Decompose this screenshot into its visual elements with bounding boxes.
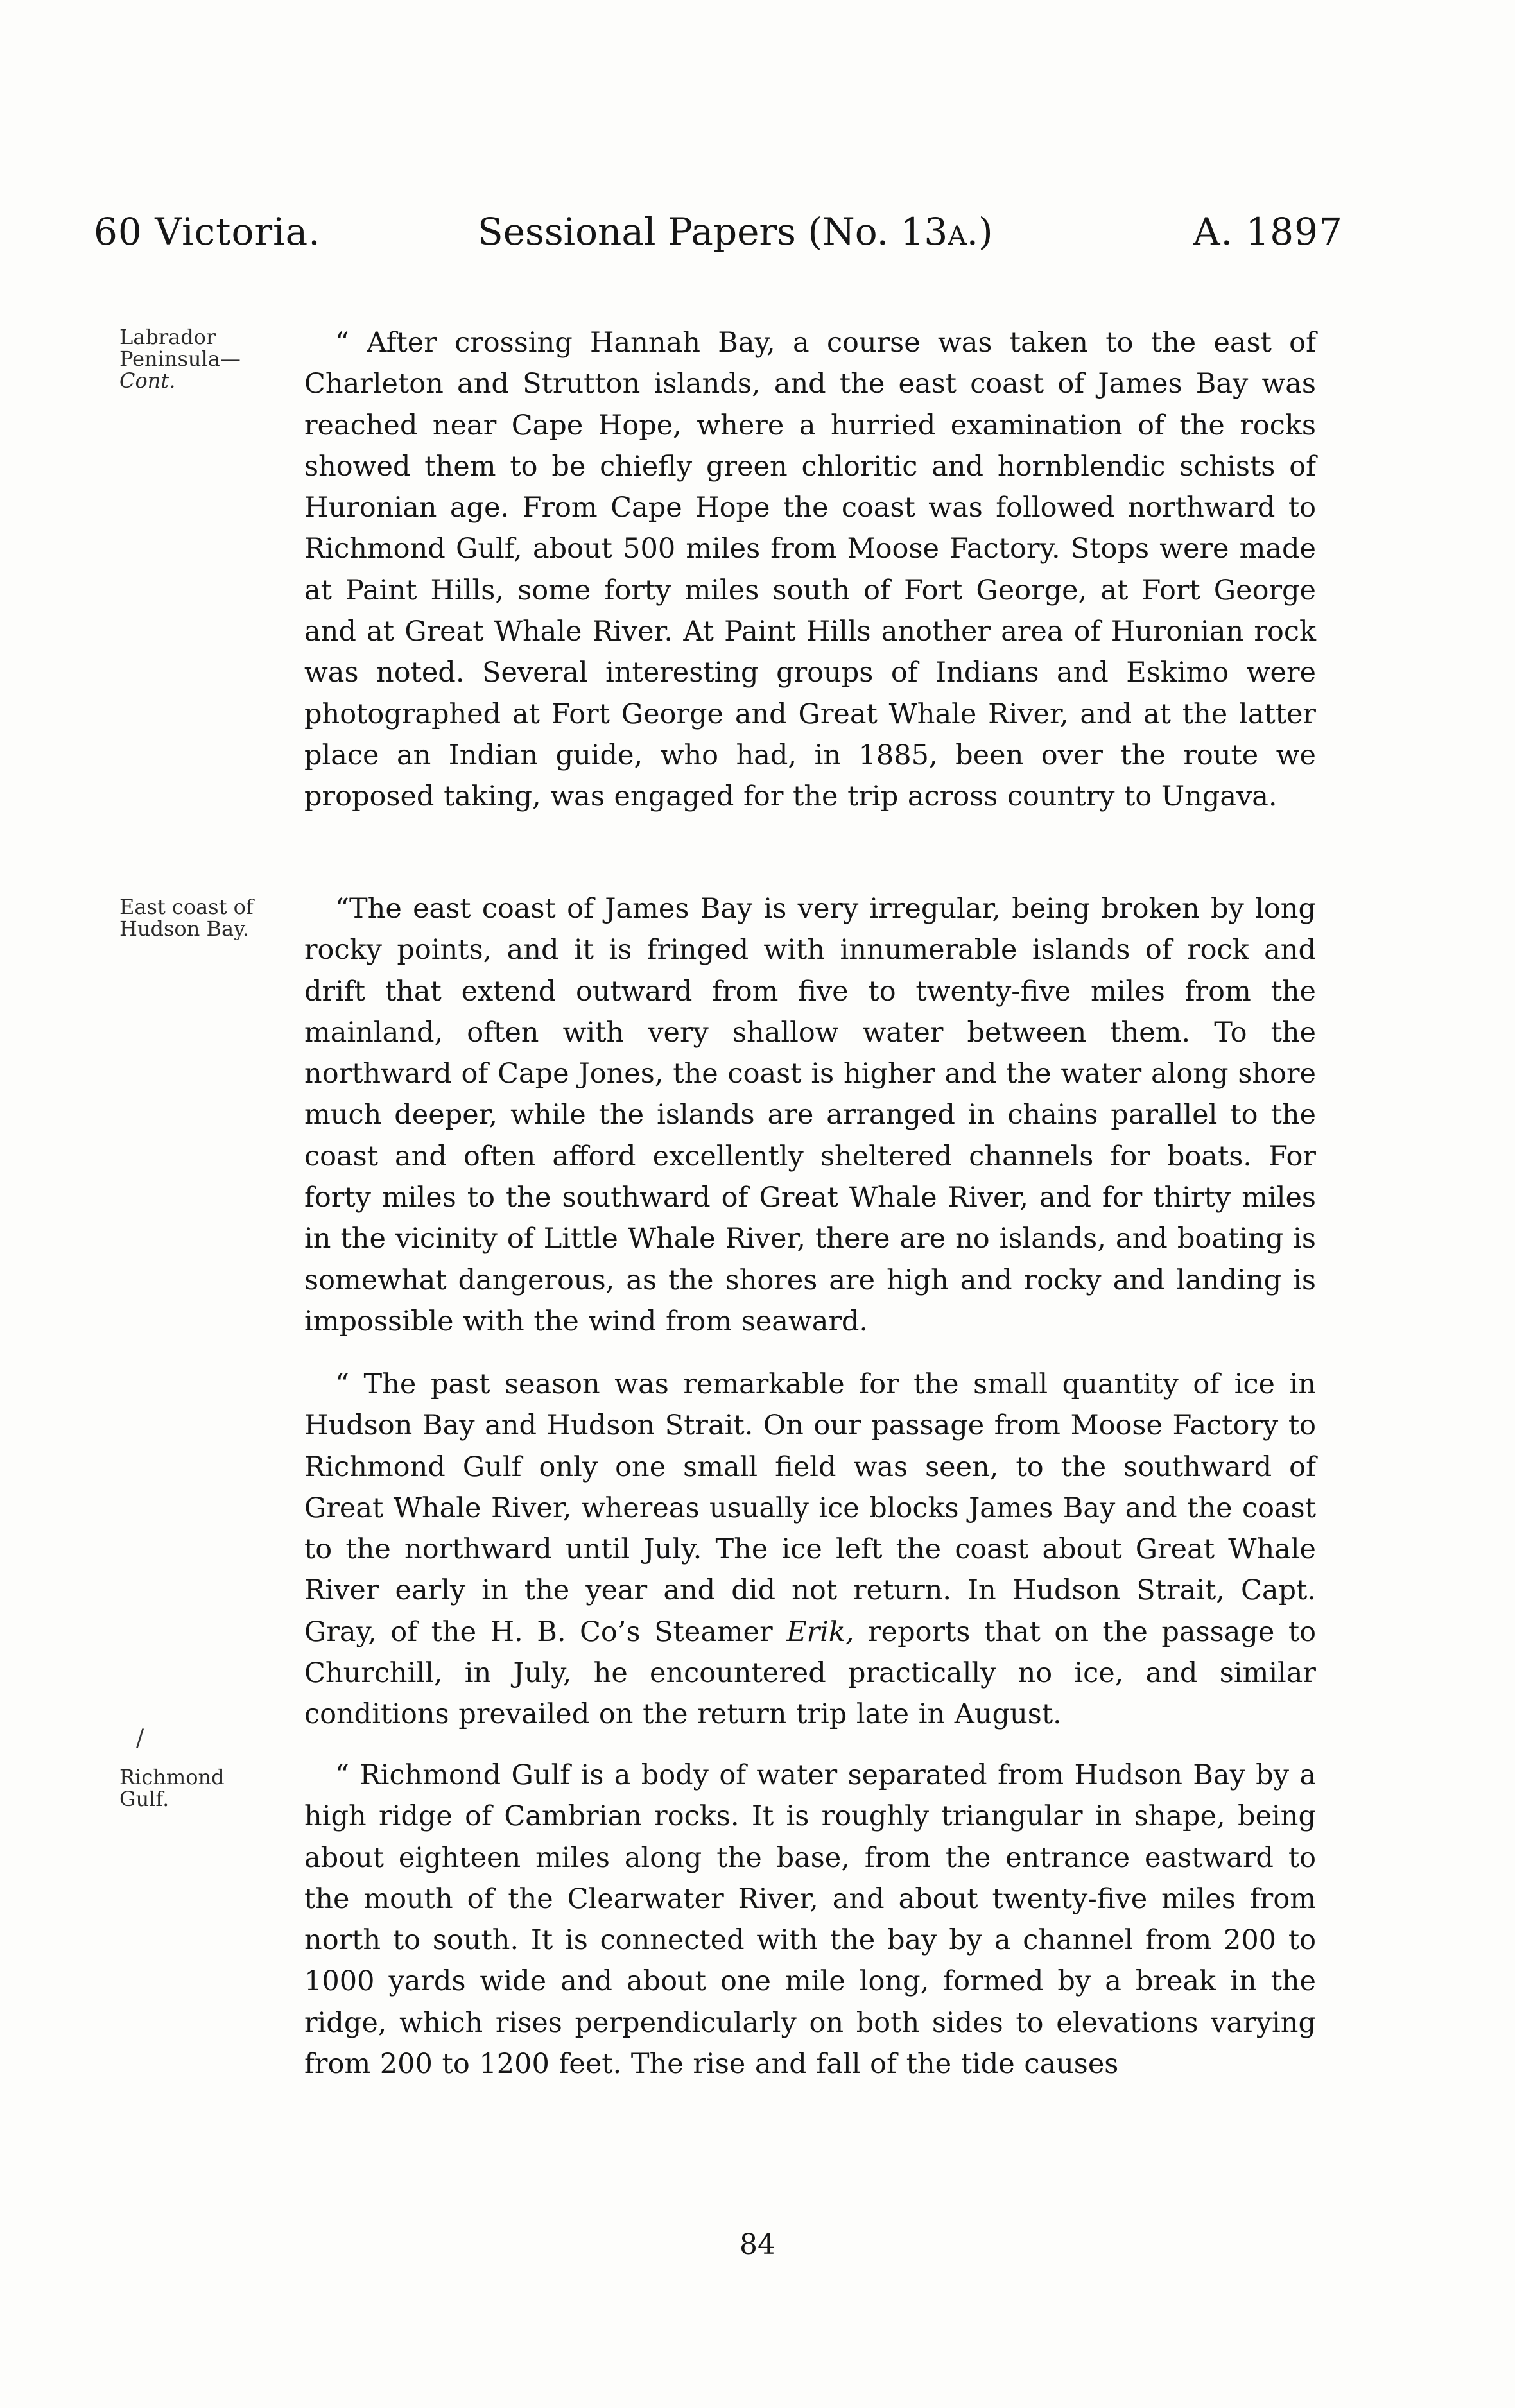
margin-note-line: Richmond — [119, 1765, 225, 1789]
header-sessional-papers — [478, 203, 993, 264]
header-title-small: A — [948, 220, 967, 251]
paragraph-richmond-gulf: “ Richmond Gulf is a body of water separated from Hudson Bay by a high ridge of Cambrian rocks. It is roughly triangular in shape, being about eighteen miles along the base, from the entrance eastward to the mouth of the Clearwater River, and about twenty-five miles from north to south. It is connected with the bay by a channel from 200 to 1000 yards wide and about one mile long, formed by a break in the ridge, which rises perpendicularly on both sides to elevations varying from 200 to 1200 feet. The rise and fall of the tide causes — [304, 1759, 1316, 2081]
paragraph-text: “ The past season was remarkable for the small quantity of ice in Hudson Bay and Hudson Strait. On our passage from Moose Factory to Richmond Gulf only one small field was seen, to the southward of Great Whale River, whereas usually ice blocks James Bay and the coast to the northward until July. The ice left the coast about Great Whale River early in the year and did not return. In Hudson Strait, Capt. Gray, of the H. B. Co’s Steamer — [304, 1368, 1316, 1648]
paragraph-east-coast-james-bay: “The east coast of James Bay is very irregular, being broken by long rocky points, and it is fringed with innumerable islands of rock and drift that extend outward from five to twenty-five miles from the mainland, often with very shallow water between them. To the northward of Cape Jones, the coast is higher and the water along shore much deeper, while the islands are arranged in chains parallel to the coast and often afford excellently sheltered channels for boats. For forty miles to the southward of Great Whale River, and for thirty miles in the vicinity of Little Whale River, there are no islands, and boating is somewhat dangerous, as the shores are high and rocky and landing is impossible with the wind from seaward. — [304, 893, 1316, 1337]
margin-note-richmond-gulf — [119, 1766, 293, 1810]
ship-name: Erik, — [786, 1615, 854, 1648]
page-number: 84 — [740, 2228, 775, 2261]
margin-note-line: Hudson Bay. — [119, 916, 250, 941]
header-year: A. 1897 — [1193, 210, 1343, 254]
header-regnal-year: 60 Victoria. — [94, 210, 321, 254]
paragraph-crossing-hannah-bay: “ After crossing Hannah Bay, a course was taken to the east of Charleton and Strutton islands, and the east coast of James Bay was reached near Cape Hope, where a hurried examination of the rocks showed them to be chiefly green chloritic and hornblendic schists of Huronian age. From Cape Hope the coast was followed northward to Richmond Gulf, about 500 miles from Moose Factory. Stops were made at Paint Hills, some forty miles south of Fort George, at Fort George and at Great Whale River. At Paint Hills another area of Huronian rock was noted. Several interesting groups of Indians and Eskimo were photographed at Fort George and Great Whale River, and at the latter place an Indian guide, who had, in 1885, been over the route we proposed taking, was engaged for the trip across country to Ungava. — [304, 327, 1316, 813]
margin-note-line: Peninsula— — [119, 347, 241, 371]
header-title-close: .) — [966, 210, 993, 254]
margin-note-labrador — [119, 326, 293, 391]
margin-note-line: Cont. — [119, 368, 176, 393]
paragraph-past-season-ice — [304, 1364, 1316, 1735]
pencil-tick-mark: / — [136, 1725, 144, 1751]
margin-note-east-coast — [119, 896, 293, 940]
margin-note-line: East coast of — [119, 895, 254, 919]
running-header — [94, 203, 1343, 261]
margin-note-line: Gulf. — [119, 1787, 169, 1811]
header-title-main: Sessional Papers (No. 13 — [478, 210, 948, 254]
margin-note-line: Labrador — [119, 325, 216, 349]
paragraph-text: reports that on the passage to Churchill, in July, he encountered practically no ice, and similar conditions prevailed on the return trip late in August. — [304, 1615, 1316, 1731]
